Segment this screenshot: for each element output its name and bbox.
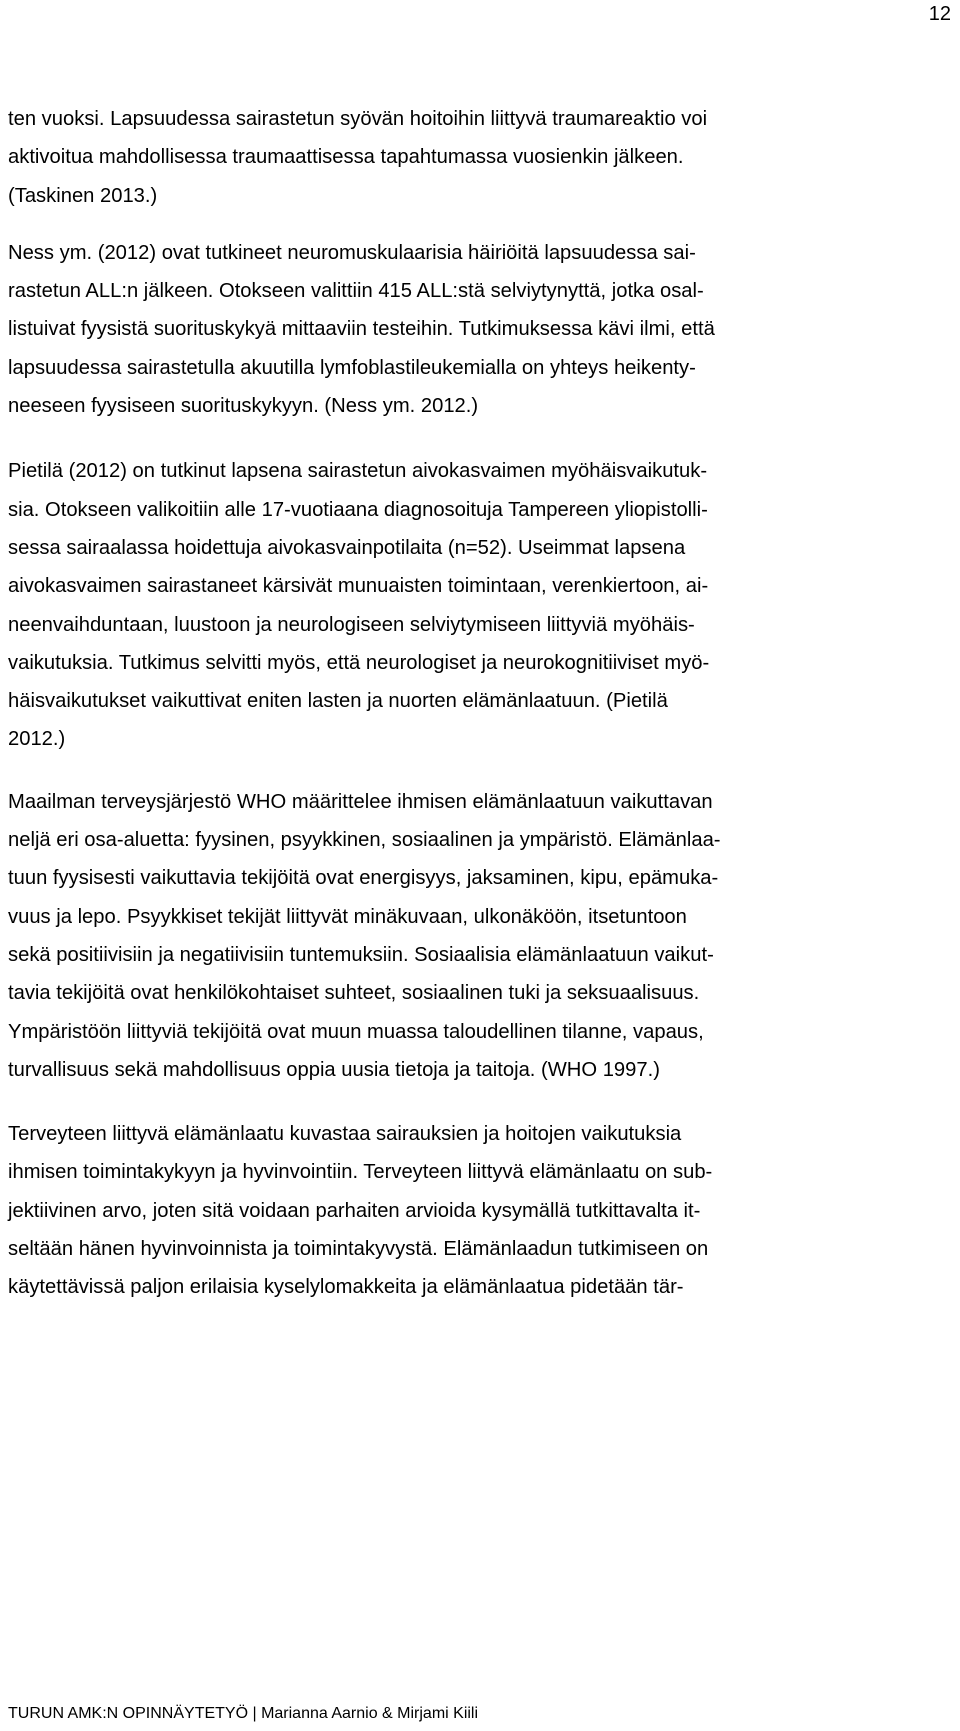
page-footer: TURUN AMK:N OPINNÄYTETYÖ | Marianna Aarnio & Mirjami Kiili <box>8 1705 479 1722</box>
paragraph-spacer <box>8 1089 955 1115</box>
page-number: 12 <box>928 3 951 25</box>
paragraph-spacer <box>8 759 955 783</box>
paragraph: Maailman terveysjärjestö WHO määrittelee ihmisen elämänlaatuun vaikuttavan neljä eri osa-aluetta: fyysinen, psyykkinen, sosiaalinen ja ympäristö. Elämänlaa- tuun fyysisesti vaikuttavia tekijöitä ovat energisyys, jaksaminen, kipu, epämuka- vuus ja lepo. Psyykkiset tekijät liittyvät minäkuvaan, ulkonäköön, itsetuntoon sekä positiivisiin ja negatiivisiin tuntemuksiin. Sosiaalisia elämänlaatuun vaikut- tavia tekijöitä ovat henkilökohtaiset suhteet, sosiaalinen tuki ja seksuaalisuus. Ympäristöön liittyviä tekijöitä ovat muun muassa taloudellinen tilanne, vapaus, turvallisuus sekä mahdollisuus oppia uusia tietoja ja taitoja. (WHO 1997.) <box>8 790 721 1081</box>
paragraph: ten vuoksi. Lapsuudessa sairastetun syövän hoitoihin liittyvä traumareaktio voi aktivoitua mahdollisessa traumaattisessa tapahtumassa vuosienkin jälkeen. (Taskinen 2013.) <box>8 108 708 207</box>
paragraph: Ness ym. (2012) ovat tutkineet neuromuskulaarisia häiriöitä lapsuudessa sai- rastetun ALL:n jälkeen. Otokseen valittiin 415 ALL:stä selviytynyttä, jotka osal- listuivat fyysistä suorituskykyä mittaaviin testeihin. Tutkimuksessa kävi ilmi, että lapsuudessa sairastetulla akuutilla lymfoblastileukemialla on yhteys heikenty- neeseen fyysiseen suorituskykyyn. (Ness ym. 2012.) <box>8 241 715 418</box>
paragraph: Pietilä (2012) on tutkinut lapsena sairastetun aivokasvaimen myöhäisvaikutuk- sia. Otokseen valikoitiin alle 17-vuotiaana diagnosoituja Tampereen yliopistolli- sessa sairaalassa hoidettuja aivokasvainpotilaita (n=52). Useimmat lapsena aivokasvaimen sairastaneet kärsivät munuaisten toimintaan, verenkiertoon, ai- neenvaihduntaan, luustoon ja neurologiseen selviytymiseen liittyviä myöhäis- vaikutuksia. Tutkimus selvitti myös, että neurologiset ja neurokognitiiviset myö- häisvaikutukset vaikuttivat eniten lasten ja nuorten elämänlaatuun. (Pietilä 2012.) <box>8 460 710 751</box>
document-body <box>8 100 955 1307</box>
paragraph: Terveyteen liittyvä elämänlaatu kuvastaa sairauksien ja hoitojen vaikutuksia ihmisen toimintakykyyn ja hyvinvointiin. Terveyteen liittyvä elämänlaatu on sub- jektiivinen arvo, joten sitä voidaan parhaiten arvioida kysymällä tutkittavalta it- seltään hänen hyvinvoinnista ja toimintakyvystä. Elämänlaadun tutkimiseen on käytettävissä paljon erilaisia kyselylomakkeita ja elämänlaatua pidetään tär- <box>8 1123 713 1299</box>
paragraph-spacer <box>8 215 955 234</box>
paragraph-spacer <box>8 425 955 452</box>
